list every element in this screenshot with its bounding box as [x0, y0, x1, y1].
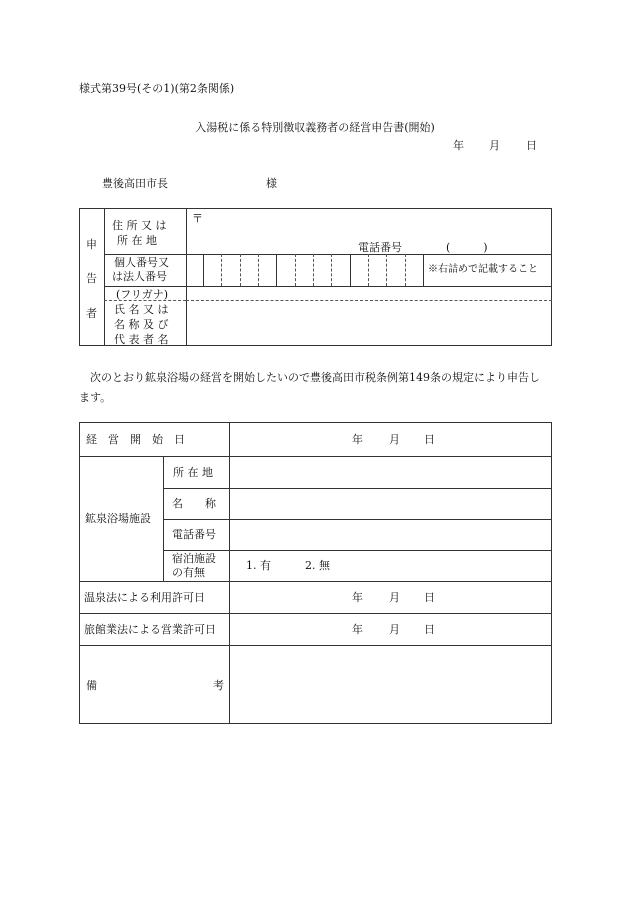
header-month: 月 [489, 139, 500, 152]
honorific: 様 [266, 177, 277, 190]
divider [331, 254, 332, 286]
phone-paren: ( ) [446, 241, 488, 254]
ryokan-day: 日 [424, 623, 435, 636]
location-label: 所 在 地 [173, 466, 213, 479]
divider [163, 550, 552, 551]
divider [79, 456, 552, 457]
divider [240, 254, 241, 286]
onsen-month: 月 [389, 591, 400, 604]
lodging-option-no[interactable]: 2. 無 [305, 559, 330, 572]
divider [368, 254, 369, 286]
id-note: ※右詰めで記載すること [428, 264, 538, 275]
divider [186, 208, 187, 346]
address-label: 住 所 又 は [112, 219, 167, 232]
lodging-label: の有無 [172, 566, 205, 579]
side-label: 者 [86, 307, 97, 320]
onsen-permit-label: 温泉法による利用許可日 [84, 591, 205, 604]
name-label: 氏 名 又 は [114, 303, 169, 316]
page-title: 入湯税に係る特別徴収義務者の経営申告書(開始) [195, 121, 435, 134]
onsen-year: 年 [352, 591, 363, 604]
lodging-option-yes[interactable]: 1. 有 [246, 559, 271, 572]
name-label: 名 称 及 び [114, 318, 169, 331]
divider [186, 300, 552, 301]
phone-label: 電話番号 [358, 241, 402, 254]
postal-mark: 〒 [192, 212, 203, 225]
start-month: 月 [389, 433, 400, 446]
divider [423, 254, 424, 286]
id-label: 個人番号又 [114, 256, 169, 269]
start-day: 日 [424, 433, 435, 446]
divider [258, 254, 259, 286]
divider [350, 254, 351, 286]
furigana-label: (フリガナ) [116, 288, 169, 301]
divider [163, 488, 552, 489]
divider [229, 422, 230, 724]
facility-label: 鉱泉浴場施設 [85, 512, 151, 525]
ryokan-month: 月 [389, 623, 400, 636]
divider [221, 254, 222, 286]
header-day: 日 [526, 139, 537, 152]
divider [104, 286, 552, 287]
divider [295, 254, 296, 286]
remarks-label: 備 [86, 679, 97, 692]
start-year: 年 [352, 433, 363, 446]
side-label: 申 [86, 238, 97, 251]
id-label: は法人番号 [112, 270, 167, 283]
divider [405, 254, 406, 286]
onsen-day: 日 [424, 591, 435, 604]
remarks-label: 考 [213, 679, 224, 692]
divider [104, 208, 105, 346]
divider [79, 581, 552, 582]
start-date-label: 経 営 開 始 日 [86, 433, 185, 446]
name-label: 代 表 者 名 [114, 333, 169, 346]
divider [163, 519, 552, 520]
header-year: 年 [453, 139, 464, 152]
side-label: 告 [86, 272, 97, 285]
divider [313, 254, 314, 286]
divider [79, 613, 552, 614]
ryokan-year: 年 [352, 623, 363, 636]
lodging-label: 宿泊施設 [172, 552, 216, 565]
addressee: 豊後高田市長 [102, 177, 168, 190]
divider [276, 254, 277, 286]
phone-label: 電話番号 [172, 528, 216, 541]
name-label: 名 称 [172, 497, 216, 510]
divider [203, 254, 204, 286]
divider [79, 645, 552, 646]
details-table-border [79, 422, 552, 724]
form-number: 様式第39号(その1)(第2条関係) [79, 82, 235, 95]
statement: 次のとおり鉱泉浴場の経営を開始したいので豊後高田市税条例第149条の規定により申告します。 [79, 371, 540, 404]
address-field[interactable] [358, 212, 546, 238]
divider [386, 254, 387, 286]
ryokan-permit-label: 旅館業法による営業許可日 [84, 623, 216, 636]
address-label: 所 在 地 [117, 234, 157, 247]
